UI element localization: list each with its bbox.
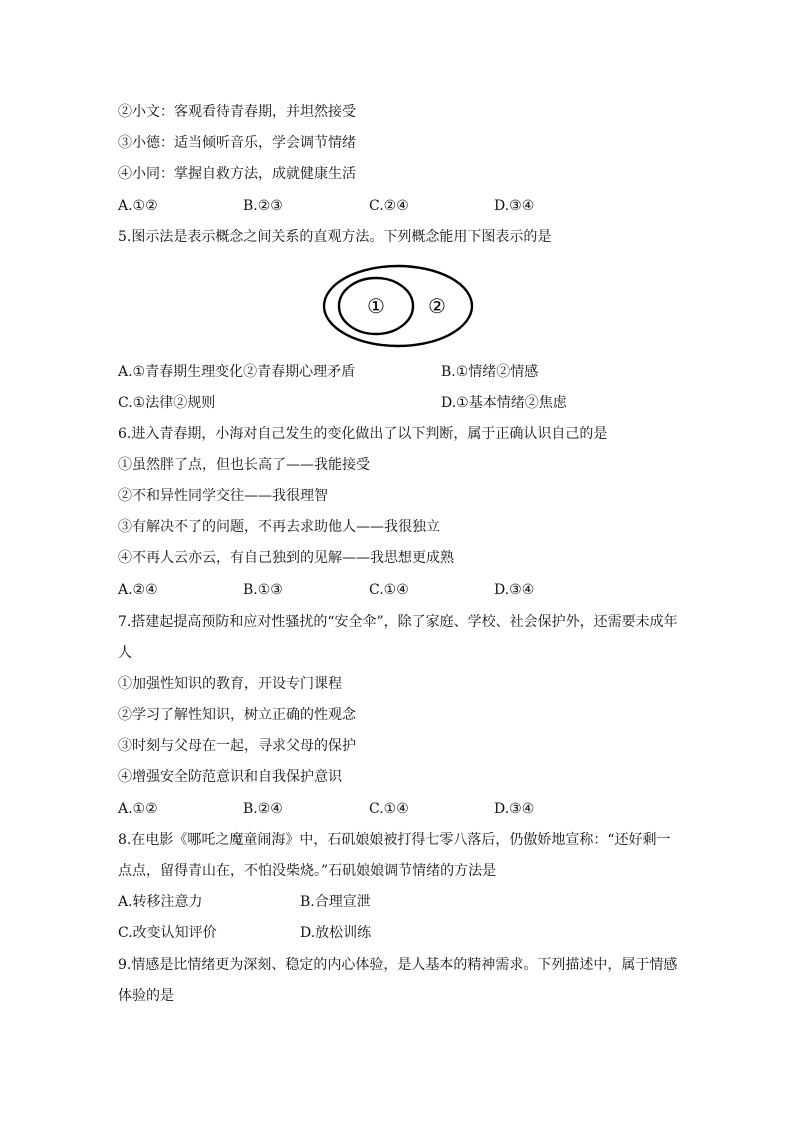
q6-option-c: C.①④	[369, 582, 409, 598]
q9-stem-line-2: 体验的是	[118, 988, 174, 1004]
q7-stem-line-1: 7.搭建起提高预防和应对性骚扰的“安全伞”，除了家庭、学校、社会保护外，还需要未成年	[118, 614, 678, 630]
q5-stem: 5.图示法是表示概念之间关系的直观方法。下列概念能用下图表示的是	[118, 229, 552, 245]
q8-option-a: A.转移注意力	[118, 894, 203, 910]
q6-option-b: B.①③	[243, 582, 283, 598]
q4-option-d: D.③④	[494, 198, 535, 214]
q5-nested-ellipse-diagram	[320, 262, 480, 352]
q7-item-1: ①加强性知识的教育，开设专门课程	[118, 676, 342, 692]
q8-stem-line-1: 8.在电影《哪吒之魔童闹海》中，石矶娘娘被打得七零八落后，仍傲娇地宣称：“还好剩一	[118, 832, 671, 848]
outer-label: ②	[428, 294, 446, 318]
q6-item-4: ④不再人云亦云，有自己独到的见解——我思想更成熟	[118, 550, 454, 566]
q7-item-3: ③时刻与父母在一起，寻求父母的保护	[118, 738, 356, 754]
inner-label: ①	[367, 294, 385, 318]
q8-option-c: C.改变认知评价	[118, 925, 217, 941]
q4-option-b: B.②③	[243, 198, 283, 214]
q4-item-3: ③小德：适当倾听音乐，学会调节情绪	[118, 135, 356, 151]
q7-item-2: ②学习了解性知识，树立正确的性观念	[118, 707, 356, 723]
q6-item-2: ②不和异性同学交往——我很理智	[118, 488, 328, 504]
q7-stem-line-2: 人	[118, 645, 132, 661]
q7-option-b: B.②④	[243, 801, 283, 817]
q7-option-d: D.③④	[494, 801, 535, 817]
q8-option-d: D.放松训练	[300, 925, 372, 941]
q6-item-1: ①虽然胖了点，但也长高了——我能接受	[118, 457, 370, 473]
q9-stem-line-1: 9.情感是比情绪更为深刻、稳定的内心体验，是人基本的精神需求。下列描述中，属于情感	[118, 957, 678, 973]
q4-item-4: ④小同：掌握自救方法，成就健康生活	[118, 166, 356, 182]
outer-ellipse	[324, 266, 472, 346]
q4-option-a: A.①②	[118, 198, 158, 214]
q4-option-c: C.②④	[369, 198, 409, 214]
q7-item-4: ④增强安全防范意识和自我保护意识	[118, 769, 342, 785]
q5-option-b: B.①情绪②情感	[441, 364, 539, 380]
q8-option-b: B.合理宣泄	[300, 894, 371, 910]
q5-option-a: A.①青春期生理变化②青春期心理矛盾	[118, 364, 356, 380]
q6-option-d: D.③④	[494, 582, 535, 598]
q7-option-c: C.①④	[369, 801, 409, 817]
q8-stem-line-2: 点点，留得青山在，不怕没柴烧。”石矶娘娘调节情绪的方法是	[118, 863, 497, 879]
q4-item-2: ②小文：客观看待青春期，并坦然接受	[118, 104, 356, 120]
q5-option-d: D.①基本情绪②焦虑	[441, 395, 567, 411]
q6-stem: 6.进入青春期，小海对自己发生的变化做出了以下判断，属于正确认识自己的是	[118, 426, 608, 442]
q6-option-a: A.②④	[118, 582, 158, 598]
q5-option-c: C.①法律②规则	[118, 395, 216, 411]
q6-item-3: ③有解决不了的问题，不再去求助他人——我很独立	[118, 519, 440, 535]
q7-option-a: A.①②	[118, 801, 158, 817]
